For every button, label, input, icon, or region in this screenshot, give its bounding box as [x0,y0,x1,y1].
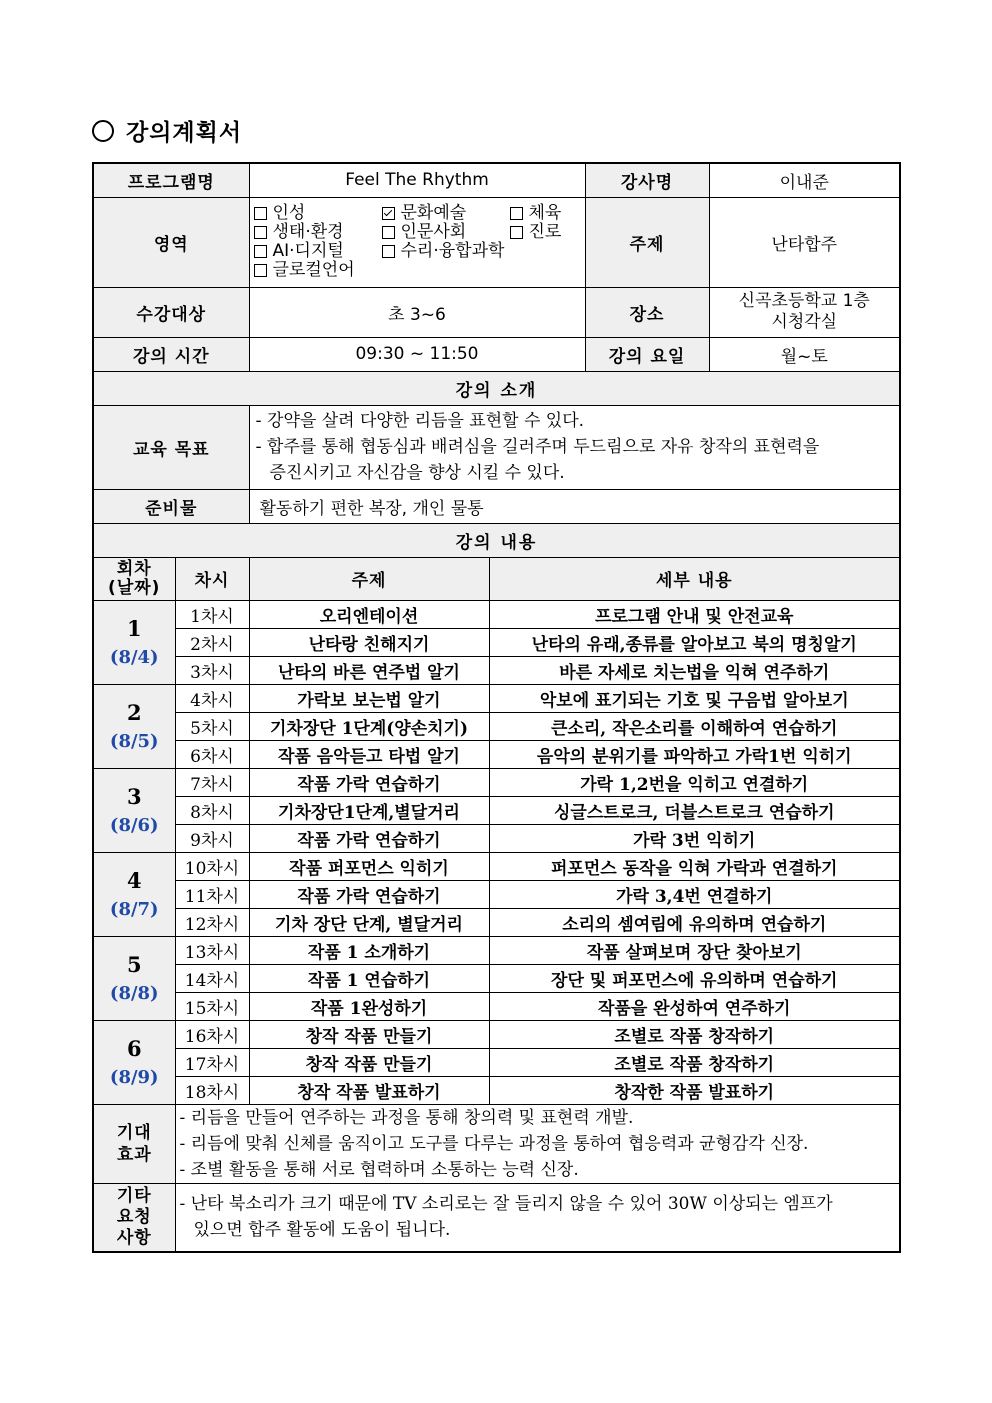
checkbox-icon [382,226,395,239]
effect-label-line: 기대 [116,1122,152,1143]
round-header-line: 회차 [116,558,152,579]
day-cell [93,936,175,1020]
table-row [93,992,900,1020]
area-option[interactable] [382,223,510,242]
topic-cell: 작품 가락 연습하기 [249,768,489,796]
place-line: 신곡초등학교 1층 [738,291,870,311]
table-row [93,936,900,964]
effect-line: - 리듬을 만들어 연주하는 과정을 통해 창의력 및 표현력 개발. [179,1107,634,1128]
table-row [93,908,900,936]
session-cell: 10차시 [175,852,249,880]
detail-cell: 조별로 작품 창작하기 [489,1020,900,1048]
detail-cell: 작품 살펴보며 장단 찾아보기 [489,936,900,964]
detail-cell: 창작한 작품 발표하기 [489,1076,900,1104]
target-label: 수강대상 [93,287,249,337]
table-row [93,964,900,992]
time-value: 09:30 ~ 11:50 [249,337,585,371]
table-row [93,768,900,796]
day-date: (8/4) [109,647,159,668]
checkbox-icon [510,207,523,220]
table-row [93,712,900,740]
time-label: 강의 시간 [93,337,249,371]
session-cell: 6차시 [175,740,249,768]
place-value [709,287,900,337]
area-option-label: 문화예술 [400,203,467,223]
checkbox-icon [254,207,267,220]
detail-header: 세부 내용 [489,557,900,600]
session-cell: 17차시 [175,1048,249,1076]
session-cell: 3차시 [175,656,249,684]
place-label: 장소 [585,287,709,337]
request-line: 있으면 합주 활동에 도움이 됩니다. [193,1220,451,1240]
other-label [93,1183,175,1252]
table-row [93,796,900,824]
topic-cell: 창작 작품 만들기 [249,1020,489,1048]
checkbox-icon [254,245,267,258]
checkbox-icon [510,226,523,239]
detail-cell: 작품을 완성하여 연주하기 [489,992,900,1020]
topic-cell: 작품 퍼포먼스 익히기 [249,852,489,880]
goal-line: - 합주를 통해 협동심과 배려심을 길러주며 두드림으로 자유 창작의 표현력을 [255,437,820,457]
topic-cell: 기차장단1단계,별달거리 [249,796,489,824]
table-row [93,1076,900,1104]
day-cell [93,600,175,684]
table-row [93,628,900,656]
detail-cell: 악보에 표기되는 기호 및 구음법 알아보기 [489,684,900,712]
detail-cell: 조별로 작품 창작하기 [489,1048,900,1076]
topic-cell: 작품 음악듣고 타법 알기 [249,740,489,768]
day-number: 1 [126,616,142,641]
content-section-header: 강의 내용 [93,523,900,557]
subject-value: 난타합주 [709,197,900,287]
checked-checkbox-icon [382,207,395,220]
session-cell: 4차시 [175,684,249,712]
session-cell: 16차시 [175,1020,249,1048]
goal-label: 교육 목표 [93,405,249,489]
session-cell: 15차시 [175,992,249,1020]
effect-value [175,1104,900,1183]
request-line: - 난타 북소리가 크기 때문에 TV 소리로는 잘 들리지 않을 수 있어 30W 이상되는 엠프가 [179,1194,833,1214]
session-cell: 18차시 [175,1076,249,1104]
other-label-line: 기타 [116,1185,152,1206]
table-row [93,852,900,880]
checkbox-icon [382,245,395,258]
day-number: 6 [126,1036,142,1061]
topic-cell: 작품 가락 연습하기 [249,880,489,908]
detail-cell: 난타의 유래,종류를 알아보고 북의 명칭알기 [489,628,900,656]
detail-cell: 음악의 분위기를 파악하고 가락1번 익히기 [489,740,900,768]
table-row [93,880,900,908]
day-cell [93,852,175,936]
session-cell: 9차시 [175,824,249,852]
effect-line: - 리듬에 맞춰 신체를 움직이고 도구를 다루는 과정을 통하여 협응력과 균형감각 신장. [179,1133,809,1154]
topic-cell: 작품 1 소개하기 [249,936,489,964]
topic-cell: 기차 장단 단계, 별달거리 [249,908,489,936]
session-cell: 7차시 [175,768,249,796]
day-date: (8/5) [109,731,159,752]
session-cell: 13차시 [175,936,249,964]
area-option-label: 생태·환경 [272,222,344,242]
weekday-value: 월~토 [709,337,900,371]
area-option-label: 인성 [272,203,306,223]
session-header: 차시 [175,557,249,600]
day-cell [93,1020,175,1104]
day-date: (8/7) [109,899,159,920]
subject-label: 주제 [585,197,709,287]
day-cell [93,768,175,852]
day-cell [93,684,175,768]
detail-cell: 바른 자세로 치는법을 익혀 연주하기 [489,656,900,684]
area-option[interactable] [254,204,382,223]
round-header-line: (날짜) [108,577,161,598]
area-option[interactable] [254,223,382,242]
day-number: 3 [126,784,142,809]
checkbox-icon [254,264,267,277]
area-option-label: 수리·융합과학 [400,241,505,261]
detail-cell: 가락 3번 익히기 [489,824,900,852]
table-row [93,740,900,768]
detail-cell: 퍼포먼스 동작을 익혀 가락과 연결하기 [489,852,900,880]
document-title-text: 강의계획서 [126,120,243,146]
table-row [93,684,900,712]
topic-cell: 가락보 보는법 알기 [249,684,489,712]
circle-bullet-icon [92,120,114,142]
instructor-label: 강사명 [585,163,709,197]
session-cell: 14차시 [175,964,249,992]
schedule-body [93,600,900,1104]
effect-label [93,1104,175,1183]
detail-cell: 장단 및 퍼포먼스에 유의하며 연습하기 [489,964,900,992]
area-option-label: 글로컬언어 [272,260,355,280]
other-label-line: 사항 [116,1227,152,1248]
intro-section-header: 강의 소개 [93,371,900,405]
detail-cell: 싱글스트로크, 더블스트로크 연습하기 [489,796,900,824]
day-number: 5 [126,952,142,977]
area-option-label: 진로 [528,222,562,242]
document-title [92,114,242,147]
weekday-label: 강의 요일 [585,337,709,371]
materials-label: 준비물 [93,489,249,523]
area-option[interactable] [510,223,562,242]
topic-cell: 작품 1 연습하기 [249,964,489,992]
other-label-line: 요청 [116,1206,152,1227]
area-option[interactable] [254,261,355,280]
area-option[interactable] [382,242,505,261]
area-label: 영역 [93,197,249,287]
goal-line: 증진시키고 자신감을 향상 시킬 수 있다. [269,463,565,483]
session-cell: 11차시 [175,880,249,908]
detail-cell: 가락 1,2번을 익히고 연결하기 [489,768,900,796]
effect-label-line: 효과 [116,1144,152,1165]
checkbox-icon [254,226,267,239]
goal-value [249,405,900,489]
detail-cell: 프로그램 안내 및 안전교육 [489,600,900,628]
topic-header: 주제 [249,557,489,600]
area-option-label: 인문사회 [400,222,467,242]
table-row [93,1048,900,1076]
table-row [93,1020,900,1048]
lecture-plan-table [92,162,901,1253]
area-option-label: 체육 [528,203,562,223]
day-date: (8/9) [109,1067,159,1088]
table-row [93,600,900,628]
day-number: 4 [126,868,142,893]
topic-cell: 오리엔테이션 [249,600,489,628]
program-value: Feel The Rhythm [249,163,585,197]
table-row [93,656,900,684]
table-row [93,824,900,852]
topic-cell: 작품 1완성하기 [249,992,489,1020]
area-option-label: AI·디지털 [272,241,344,261]
goal-line: - 강약을 살려 다양한 리듬을 표현할 수 있다. [255,411,585,431]
topic-cell: 기차장단 1단계(양손치기) [249,712,489,740]
session-cell: 1차시 [175,600,249,628]
session-cell: 2차시 [175,628,249,656]
place-line: 시청각실 [771,312,838,332]
session-cell: 8차시 [175,796,249,824]
topic-cell: 창작 작품 만들기 [249,1048,489,1076]
session-cell: 5차시 [175,712,249,740]
area-option[interactable] [254,242,382,261]
topic-cell: 작품 가락 연습하기 [249,824,489,852]
instructor-value: 이내준 [709,163,900,197]
area-checkboxes [249,197,585,287]
effect-line: - 조별 활동을 통해 서로 협력하며 소통하는 능력 신장. [179,1159,579,1180]
detail-cell: 가락 3,4번 연결하기 [489,880,900,908]
day-date: (8/6) [109,815,159,836]
topic-cell: 창작 작품 발표하기 [249,1076,489,1104]
target-value: 초 3~6 [249,287,585,337]
area-option[interactable] [382,204,510,223]
materials-value: 활동하기 편한 복장, 개인 물통 [249,489,900,523]
area-option[interactable] [510,204,562,223]
other-value [175,1183,900,1252]
day-date: (8/8) [109,983,159,1004]
topic-cell: 난타의 바른 연주법 알기 [249,656,489,684]
detail-cell: 소리의 셈여림에 유의하며 연습하기 [489,908,900,936]
detail-cell: 큰소리, 작은소리를 이해하여 연습하기 [489,712,900,740]
session-cell: 12차시 [175,908,249,936]
topic-cell: 난타랑 친해지기 [249,628,489,656]
round-header [93,557,175,600]
day-number: 2 [126,700,142,725]
program-label: 프로그램명 [93,163,249,197]
